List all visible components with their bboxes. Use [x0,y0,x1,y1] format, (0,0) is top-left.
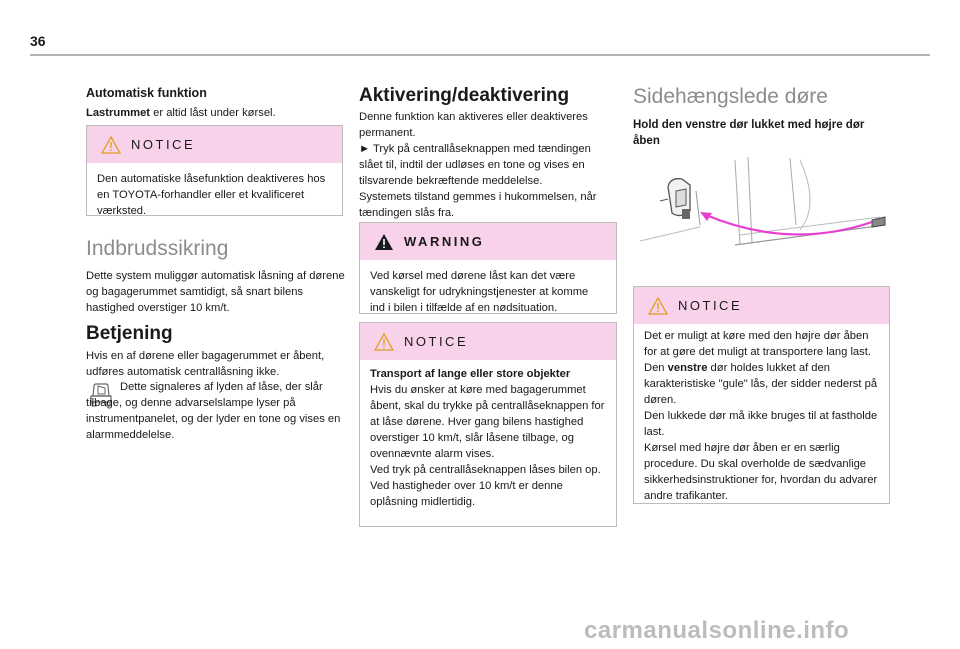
section-title-doors: Sidehængslede døre [633,85,828,108]
heading-aktivering: Aktivering/deaktivering [359,85,570,106]
notice-label-1: NOTICE [131,137,196,152]
notice3-line-3: Den lukkede dør må ikke bruges til at fastholde last. [644,410,878,438]
warning-header [360,223,616,260]
notice-label-2: NOTICE [404,334,469,349]
notice-box-1 [86,125,343,216]
notice-body-2 [360,360,616,516]
notice-header-2 [360,323,616,360]
aktivering-text [359,109,615,221]
caution-triangle-icon [101,136,121,154]
warning-body: Ved kørsel med dørene låst kan det være vanskeligt for udrykningstjenester at komme ind i bilen i tilfælde af en nødsituation. [370,270,589,314]
notice-label-3: NOTICE [678,298,743,313]
notice-header-3 [634,287,889,324]
section-title-indbrud: Indbrudssikring [86,237,229,260]
notice3-line-2-bold: venstre [667,362,708,374]
watermark: carmanualsonline.info [584,617,850,644]
notice3-line-1: Det er muligt at køre med den højre dør åben for at gøre det muligt at transportere lang last. [644,330,871,358]
auto-text-rest: er altid låst under kørsel. [150,107,276,119]
notice2-line-2: Ved tryk på centrallåseknappen låses bilen op. [370,464,601,476]
auto-text [86,105,346,121]
notice2-line-3: Ved hastigheder over 10 km/t er denne oplåsning midlertidig. [370,480,563,508]
warning-label: WARNING [404,234,485,249]
betjening-text-1: Hvis en af dørene eller bagagerummet er åbent, udføres automatisk centrallåsning ikke. [86,350,325,378]
rear-door-illustration [640,155,890,250]
auto-text-bold: Lastrummet [86,107,151,119]
notice-header-1 [87,126,342,163]
betjening-text-2: Dette signaleres af lyden af låse, der slår tilbage, og denne advarselslampe lyser på instrumentpanelet, og der lyder en tone og vises en alarmmeddelelse. [86,381,341,441]
aktivering-line-3: Systemets tilstand gemmes i hukommelsen, når tændingen slås fra. [359,191,597,219]
notice-body-3 [634,324,889,510]
notice2-line-1: Hvis du ønsker at køre med bagagerummet åbent, skal du trykke på centrallåseknappen for at låse dørene. Hver gang bilens hastighed overstiger 10 km/t, slår låsene tilbage, og ovennævnte alarm vises. [370,384,605,460]
notice-box-2 [359,322,617,527]
page-number: 36 [30,33,46,49]
notice-box-3 [633,286,890,504]
doors-sub-heading: Hold den venstre dør lukket med højre dør åben [633,119,865,147]
warning-triangle-icon [374,233,394,251]
caution-triangle-icon [648,297,668,315]
caution-triangle-icon [374,333,394,351]
aktivering-line-2: ► Tryk på centrallåseknappen med tændingen slået til, indtil der udløses en tone og vises en tilsvarende bekræftende meddelelse. [359,143,591,187]
notice3-line-2-post: dør holdes lukket af den karakteristiske "gule" lås, der sidder nederst på døren. [644,362,878,406]
notice3-line-2 [644,360,879,408]
notice3-line-4: Kørsel med højre dør åben er en særlig procedure. Du skal overholde de sædvanlige sikkerhedsinstruktioner for, hvordan du advarer andre trafikanter. [644,442,878,502]
notice3-line-2-pre: Den [644,362,668,374]
auto-heading: Automatisk funktion [86,86,207,100]
header-rule [30,54,930,56]
warning-box [359,222,617,314]
sub-title-betjening: Betjening [86,323,173,344]
section-text-indbrud: Dette system muliggør automatisk låsning af dørene og bagagerummet samtidigt, så snart bilens hastighed overstiger 10 km/t. [86,270,345,314]
notice-body-1: Den automatiske låsefunktion deaktiveres hos en TOYOTA-forhandler eller et kvalificeret værksted. [97,173,326,217]
notice2-title: Transport af lange eller store objekter [370,368,571,380]
aktivering-line-1: Denne funktion kan aktiveres eller deaktiveres permanent. [359,111,588,139]
